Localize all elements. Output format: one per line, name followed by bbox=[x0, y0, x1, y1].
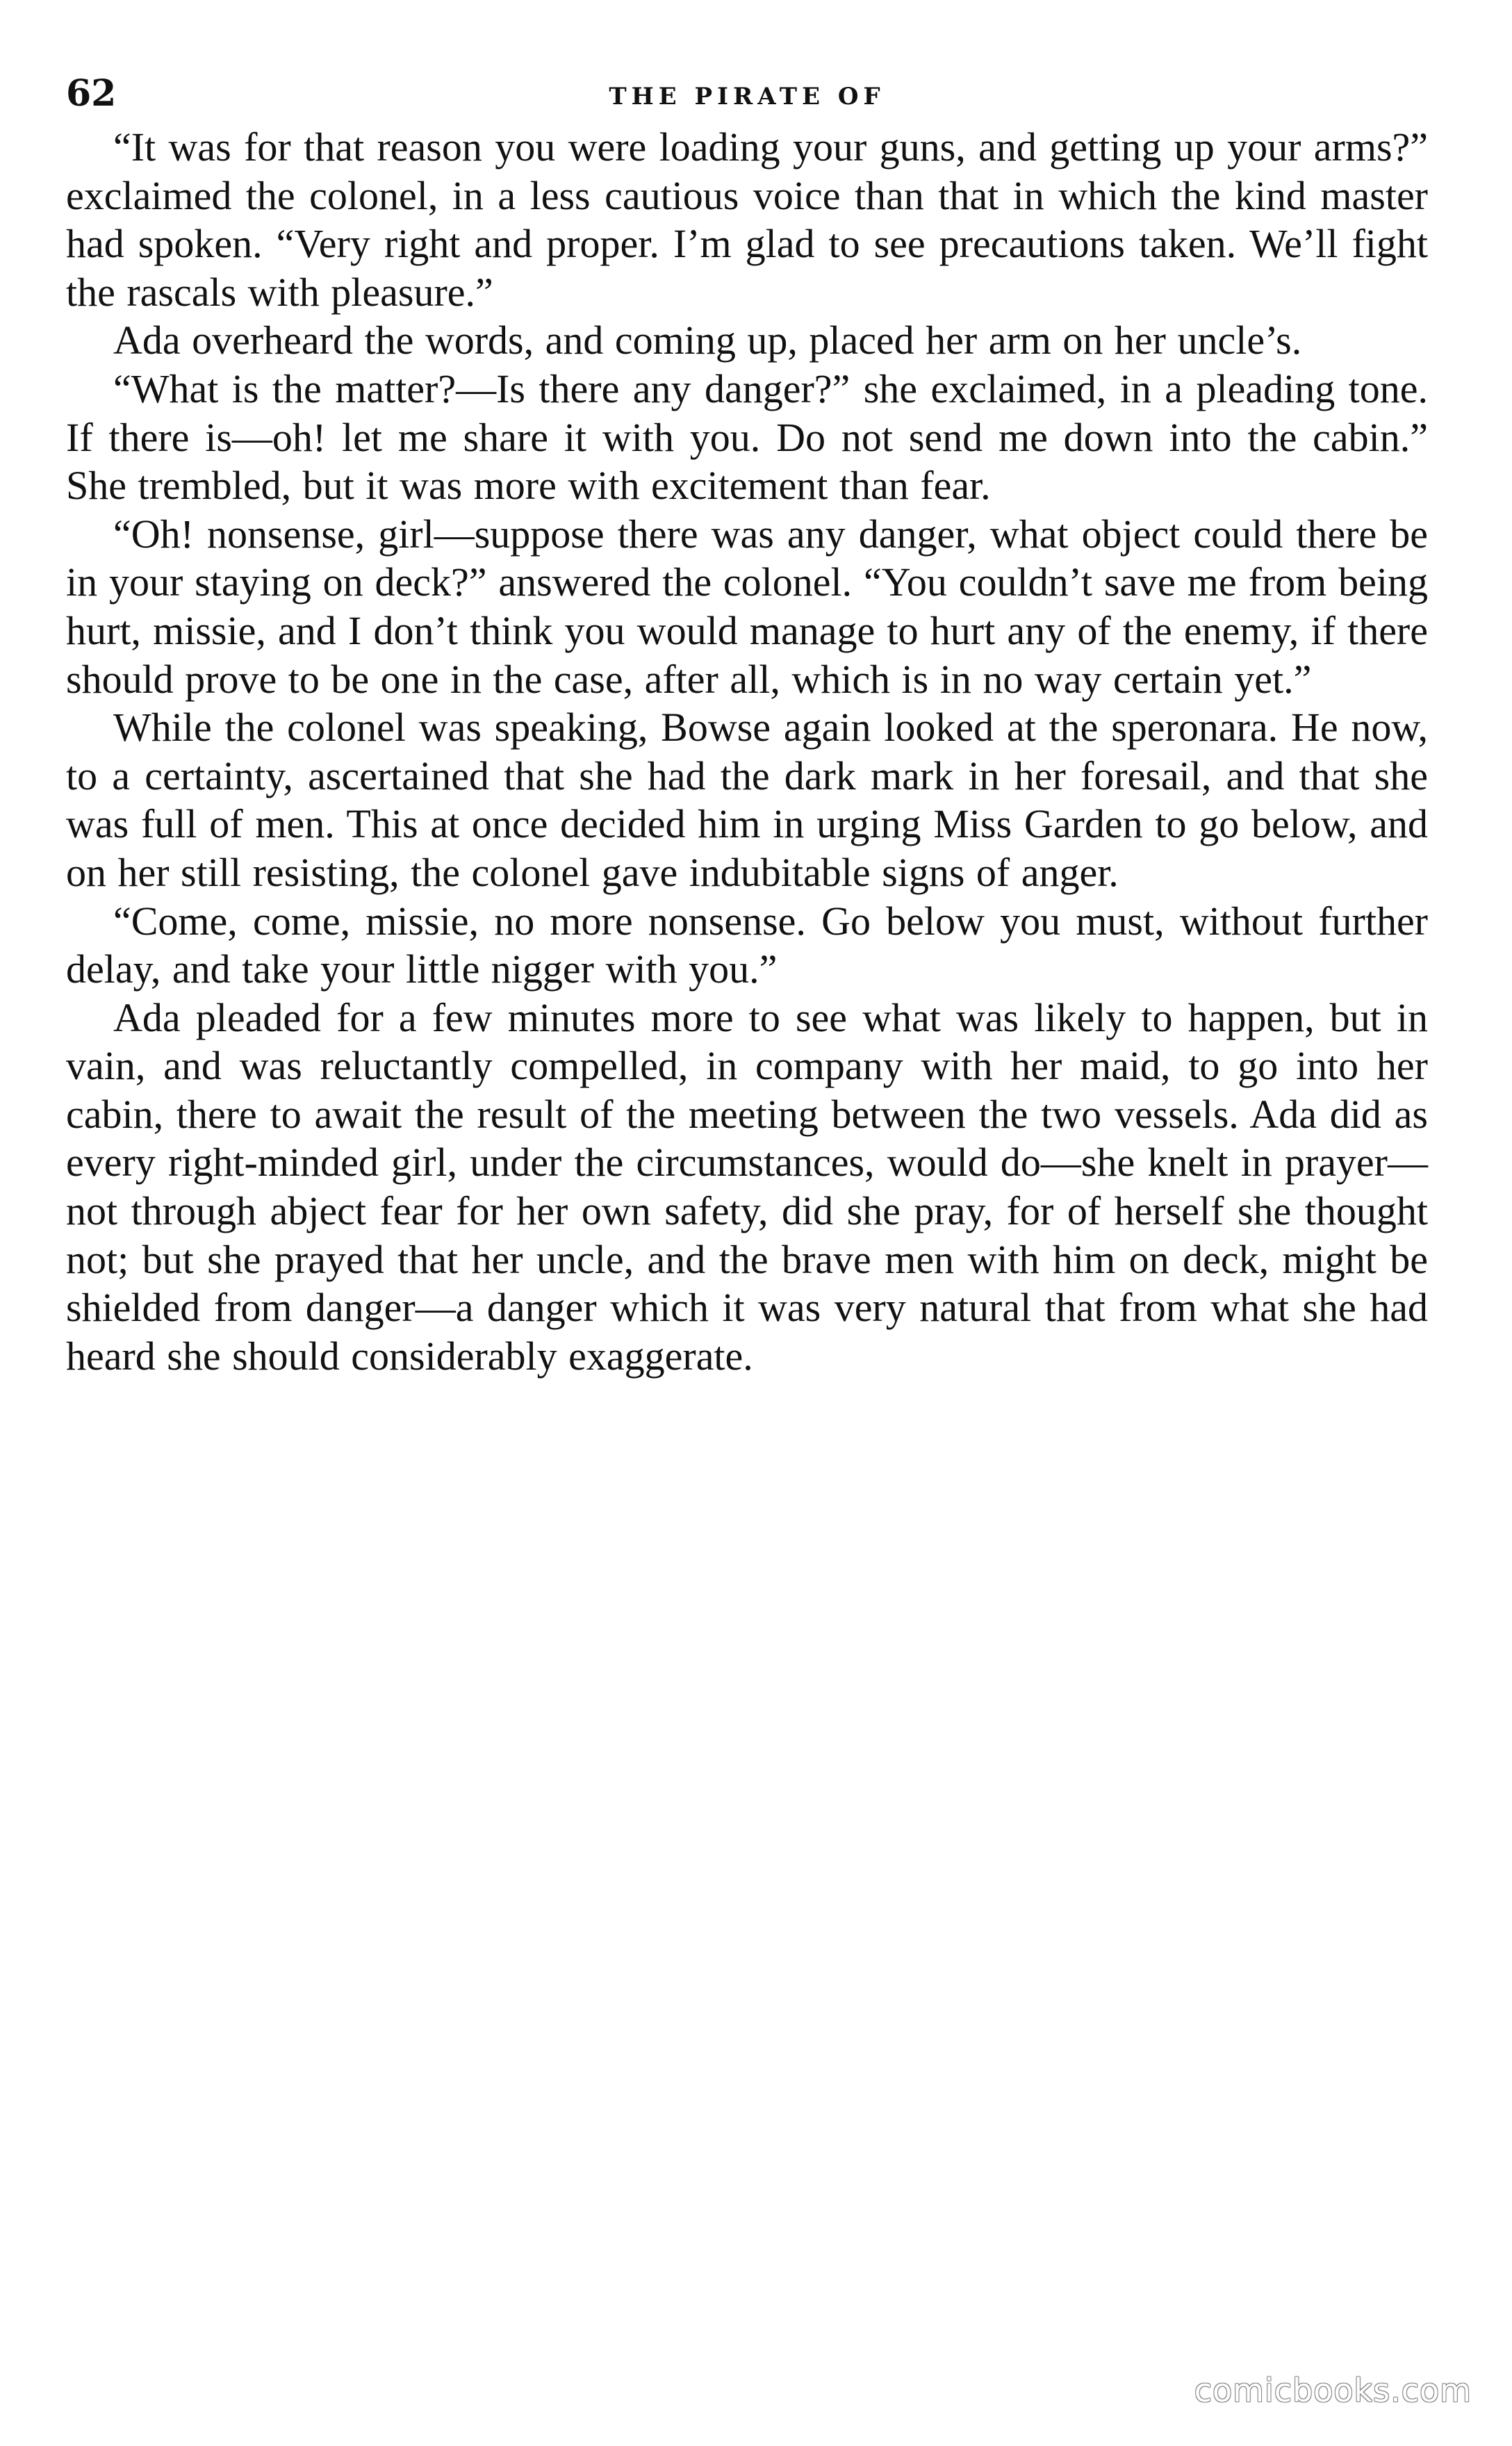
paragraph-4: “Oh! nonsense, girl—suppose there was any danger, what object could there be in your staying on deck?” answered the colonel. “You couldn’t save me from being hurt, missie, and I don’t think you would manage to hurt any of the enemy, if there should prove to be one in the case, after all, which is in no way certain yet.” bbox=[66, 511, 1428, 702]
page-number: 62 bbox=[66, 72, 117, 115]
book-page bbox=[66, 66, 1428, 1380]
paragraph-2: Ada overheard the words, and coming up, placed her arm on her uncle’s. bbox=[113, 318, 1302, 363]
paragraph-1: “It was for that reason you were loading your guns, and getting up your arms?” exclaimed the colonel, in a less cautious voice than that in which the kind master had spoken. “Very right and proper. I’m glad to see precautions taken. We’ll fight the rascals with pleasure.” bbox=[66, 124, 1428, 315]
paragraph-7: Ada pleaded for a few minutes more to see what was likely to happen, but in vain, and was reluctantly compelled, in company with her maid, to go into her cabin, there to await the result of the meeting between the two vessels. Ada did as every right-minded girl, under the circumstances, would do—she knelt in prayer—not through abject fear for her own safety, did she pray, for of herself she thought not; but she prayed that her uncle, and the brave men with him on deck, might be shielded from danger—a danger which it was very natural that from what she had heard she should considerably exaggerate. bbox=[66, 994, 1428, 1379]
paragraph-6: “Come, come, missie, no more nonsense. Go below you must, without further delay, and take your little nigger with you.” bbox=[66, 898, 1428, 992]
paragraph-3: “What is the matter?—Is there any danger?” she exclaimed, in a pleading tone. If there is—oh! let me share it with you. Do not send me down into the cabin.” She trembled, but it was more with excitement than fear. bbox=[66, 366, 1428, 509]
watermark: comicbooks.com bbox=[1194, 2372, 1472, 2409]
body-text bbox=[66, 123, 1428, 1380]
running-head bbox=[66, 66, 1428, 122]
paragraph-5: While the colonel was speaking, Bowse again looked at the speronara. He now, to a certainty, ascertained that she had the dark mark in her foresail, and that she was full of men. This at once decided him in urging Miss Garden to go below, and on her still resisting, the colonel gave indubitable signs of anger. bbox=[66, 705, 1428, 895]
running-title: THE PIRATE OF bbox=[609, 83, 885, 110]
